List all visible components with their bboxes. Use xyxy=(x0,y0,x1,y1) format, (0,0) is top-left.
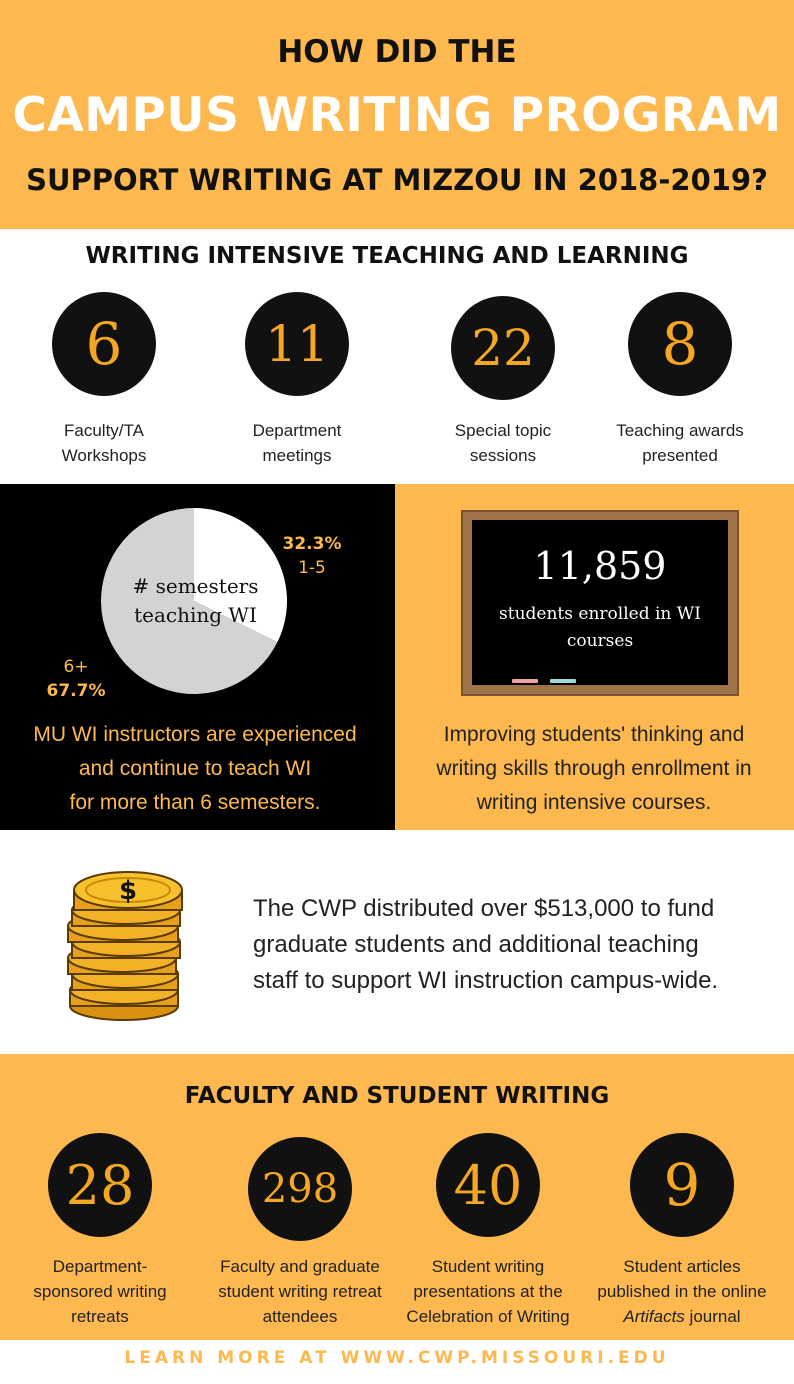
pie-label-6-plus xyxy=(38,655,114,703)
stat-label-line: presentations at the xyxy=(413,1282,563,1301)
experience-description xyxy=(0,718,390,820)
stat-label-line: published in the online xyxy=(597,1282,767,1301)
text-line: staff to support WI instruction campus-wide. xyxy=(253,967,719,994)
header-line-3: SUPPORT WRITING AT MIZZOU IN 2018-2019? xyxy=(26,163,768,197)
stat-label-line: Workshops xyxy=(61,446,147,465)
stat-circle xyxy=(436,1133,540,1237)
stat-label-line: Teaching awards xyxy=(616,421,744,440)
header-line-1: HOW DID THE xyxy=(277,34,517,70)
text-line: and continue to teach WI xyxy=(78,757,312,780)
stat-value: 28 xyxy=(65,1153,135,1217)
section-title: FACULTY AND STUDENT WRITING xyxy=(184,1083,610,1109)
stat-value: 11 xyxy=(265,315,329,373)
stat-label-line: sessions xyxy=(469,446,537,465)
pie-chart xyxy=(0,0,395,830)
stat-student-articles xyxy=(586,1133,778,1329)
stat-label-line: attendees xyxy=(262,1307,338,1326)
stat-label-line: Student articles xyxy=(623,1257,741,1276)
stat-value: 8 xyxy=(661,310,699,378)
header-title: CAMPUS WRITING PROGRAM xyxy=(12,88,782,143)
pie-center-line: teaching WI xyxy=(134,603,257,627)
stat-label-line: Special topic xyxy=(454,421,552,440)
stat-label xyxy=(10,1254,190,1329)
stat-label-line: presented xyxy=(642,446,718,465)
stat-special-topic-sessions xyxy=(413,292,593,468)
pie-category-label: 6+ xyxy=(63,657,89,677)
stat-value: 40 xyxy=(453,1153,523,1217)
stat-label-line: meetings xyxy=(262,446,332,465)
stat-label xyxy=(206,1254,394,1329)
text-line: for more than 6 semesters. xyxy=(69,791,321,814)
stat-label-line: journal xyxy=(684,1307,741,1326)
text-line: writing intensive courses. xyxy=(476,791,712,814)
pie-category-label: 1-5 xyxy=(298,558,326,578)
enrollment-description xyxy=(404,718,784,820)
stat-label-line: Department- xyxy=(52,1257,148,1276)
stat-value: 6 xyxy=(85,310,123,378)
pie-center-line: # semesters xyxy=(132,574,259,598)
journal-title: Artifacts xyxy=(623,1307,685,1326)
text-line: MU WI instructors are experienced xyxy=(33,723,357,746)
stat-teaching-awards xyxy=(590,292,770,468)
enrollment-label xyxy=(481,601,719,655)
stat-label xyxy=(394,1254,582,1329)
stat-circle xyxy=(48,1133,152,1237)
stat-student-presentations xyxy=(394,1133,582,1329)
stat-label xyxy=(413,418,593,468)
stat-circle xyxy=(628,292,732,396)
dollar-sign: $ xyxy=(118,876,138,906)
stat-circle xyxy=(248,1137,352,1241)
stat-circle xyxy=(630,1133,734,1237)
stat-value: 9 xyxy=(663,1151,701,1219)
coin-stack-icon xyxy=(62,864,192,1024)
text-line: students enrolled in WI xyxy=(499,604,701,624)
faculty-student-writing-section xyxy=(0,1054,794,1340)
stat-label-line: Celebration of Writing xyxy=(406,1307,570,1326)
text-line: Improving students' thinking and xyxy=(443,723,745,746)
stat-label-line: student writing retreat xyxy=(218,1282,382,1301)
stat-label-line: Student writing xyxy=(431,1257,545,1276)
stat-writing-retreats xyxy=(10,1133,190,1329)
text-line: graduate students and additional teaching xyxy=(253,931,699,958)
stat-value: 22 xyxy=(471,319,535,377)
stat-value: 298 xyxy=(261,1166,339,1212)
funding-description xyxy=(253,891,773,999)
pie-center-label xyxy=(108,572,283,630)
chalk-blue xyxy=(550,679,576,683)
pie-percent-label: 67.7% xyxy=(46,681,106,701)
pie-label-1-5 xyxy=(278,532,346,580)
stat-circle xyxy=(451,296,555,400)
stat-label-line: Faculty and graduate xyxy=(220,1257,380,1276)
footer-link[interactable]: LEARN MORE AT WWW.CWP.MISSOURI.EDU xyxy=(0,1340,794,1384)
stat-label-line: Department xyxy=(252,421,342,440)
text-line: writing skills through enrollment in xyxy=(436,757,752,780)
stat-label xyxy=(590,418,770,468)
chalk-pink xyxy=(512,679,538,683)
stat-label xyxy=(586,1254,778,1329)
stat-label-line: Faculty/TA xyxy=(64,421,144,440)
pie-percent-label: 32.3% xyxy=(282,534,342,554)
stat-label-line: retreats xyxy=(71,1307,129,1326)
section-title: WRITING INTENSIVE TEACHING AND LEARNING xyxy=(85,243,689,269)
text-line: The CWP distributed over $513,000 to fund xyxy=(253,895,715,922)
enrollment-number: 11,859 xyxy=(533,544,667,588)
text-line: courses xyxy=(566,631,634,651)
stat-retreat-attendees xyxy=(206,1133,394,1329)
stat-label-line: sponsored writing xyxy=(33,1282,167,1301)
